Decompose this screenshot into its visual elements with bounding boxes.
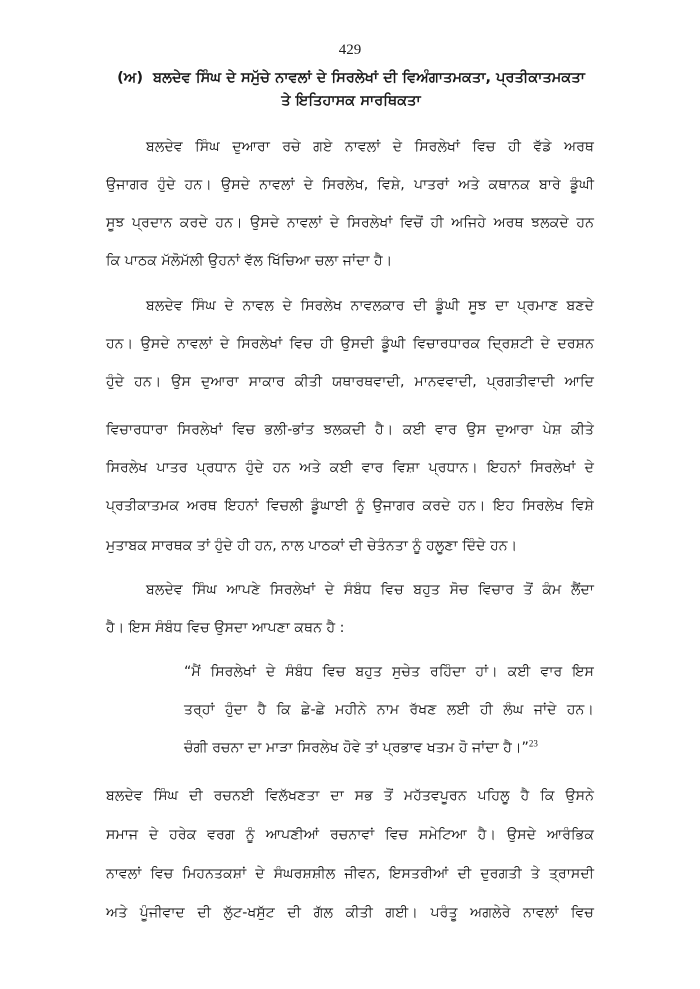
- paragraph-5-line-4: ਅਤੇ ਪੂੰਜੀਵਾਦ ਦੀ ਲੁੱਟ-ਖਸੁੱਟ ਦੀ ਗੱਲ ਕੀਤੀ ਗਈ। ਪਰੰਤੂ ਅਗਲੇਰੇ ਨਾਵਲਾਂ ਵਿਚ: [106, 905, 594, 921]
- quote-line-3-text: ਚੰਗੀ ਰਚਨਾ ਦਾ ਮਾੜਾ ਸਿਰਲੇਖ ਹੋਵੇ ਤਾਂ ਪ੍ਰਭਾਵ ਖਤਮ ਹੋ ਜਾਂਦਾ ਹੈ।”: [184, 740, 529, 756]
- paragraph-3-line-2: ਹੈ। ਇਸ ਸੰਬੰਧ ਵਿਚ ਉਸਦਾ ਆਪਣਾ ਕਥਨ ਹੈ :: [106, 620, 345, 636]
- paragraph-1-line-3: ਸੂਝ ਪ੍ਰਦਾਨ ਕਰਦੇ ਹਨ। ਉਸਦੇ ਨਾਵਲਾਂ ਦੇ ਸਿਰਲੇਖਾਂ ਵਿਚੋਂ ਹੀ ਅਜਿਹੇ ਅਰਥ ਝਲਕਦੇ ਹਨ: [106, 215, 594, 231]
- footnote-ref[interactable]: 23: [528, 738, 538, 749]
- paragraph-3-line-1: ਬਲਦੇਵ ਸਿੰਘ ਆਪਣੇ ਸਿਰਲੇਖਾਂ ਦੇ ਸੰਬੰਧ ਵਿਚ ਬਹੁਤ ਸੋਚ ਵਿਚਾਰ ਤੋਂ ਕੰਮ ਲੈਂਦਾ: [146, 582, 594, 598]
- paragraph-1-line-2: ਉਜਾਗਰ ਹੁੰਦੇ ਹਨ। ਉਸਦੇ ਨਾਵਲਾਂ ਦੇ ਸਿਰਲੇਖ, ਵਿਸ਼ੇ, ਪਾਤਰਾਂ ਅਤੇ ਕਥਾਨਕ ਬਾਰੇ ਡੂੰਘੀ: [106, 177, 594, 193]
- heading-text-1: ਬਲਦੇਵ ਸਿੰਘ ਦੇ ਸਮੁੱਚੇ ਨਾਵਲਾਂ ਦੇ ਸਿਰਲੇਖਾਂ ਦੀ ਵਿਅੰਗਾਤਮਕਤਾ, ਪ੍ਰਤੀਕਾਤਮਕਤਾ: [153, 69, 585, 86]
- paragraph-2-line-3: ਹੁੰਦੇ ਹਨ। ਉਸ ਦੁਆਰਾ ਸਾਕਾਰ ਕੀਤੀ ਯਥਾਰਥਵਾਦੀ, ਮਾਨਵਵਾਦੀ, ਪ੍ਰਗਤੀਵਾਦੀ ਆਦਿ: [106, 374, 594, 390]
- quote-line-3: [184, 738, 594, 758]
- paragraph-2-line-1: ਬਲਦੇਵ ਸਿੰਘ ਦੇ ਨਾਵਲ ਦੇ ਸਿਰਲੇਖ ਨਾਵਲਕਾਰ ਦੀ ਡੂੰਘੀ ਸੂਝ ਦਾ ਪ੍ਰਮਾਣ ਬਣਦੇ: [146, 298, 594, 314]
- paragraph-5-line-2: ਸਮਾਜ ਦੇ ਹਰੇਕ ਵਰਗ ਨੂੰ ਆਪਣੀਆਂ ਰਚਨਾਵਾਂ ਵਿਚ ਸਮੇਟਿਆ ਹੈ। ਉਸਦੇ ਆਰੰਭਿਕ: [106, 827, 594, 843]
- paragraph-2-line-2: ਹਨ। ਉਸਦੇ ਨਾਵਲਾਂ ਦੇ ਸਿਰਲੇਖਾਂ ਵਿਚ ਹੀ ਉਸਦੀ ਡੂੰਘੀ ਵਿਚਾਰਧਾਰਕ ਦ੍ਰਿਸ਼ਟੀ ਦੇ ਦਰਸ਼ਨ: [106, 336, 594, 352]
- quote-line-1: “ਮੈਂ ਸਿਰਲੇਖਾਂ ਦੇ ਸੰਬੰਧ ਵਿਚ ਬਹੁਤ ਸੁਚੇਤ ਰਹਿੰਦਾ ਹਾਂ। ਕਈ ਵਾਰ ਇਸ: [184, 664, 594, 680]
- page-number: 429: [338, 42, 362, 58]
- heading-marker: (ਅ): [117, 69, 144, 86]
- paragraph-2-line-4: ਵਿਚਾਰਧਾਰਾ ਸਿਰਲੇਖਾਂ ਵਿਚ ਭਲੀ-ਭਾਂਤ ਝਲਕਦੀ ਹੈ। ਕਈ ਵਾਰ ਉਸ ਦੁਆਰਾ ਪੇਸ਼ ਕੀਤੇ: [106, 422, 594, 438]
- paragraph-1-line-1: ਬਲਦੇਵ ਸਿੰਘ ਦੁਆਰਾ ਰਚੇ ਗਏ ਨਾਵਲਾਂ ਦੇ ਸਿਰਲੇਖਾਂ ਵਿਚ ਹੀ ਵੱਡੇ ਅਰਥ: [146, 139, 594, 155]
- paragraph-2-line-5: ਸਿਰਲੇਖ ਪਾਤਰ ਪ੍ਰਧਾਨ ਹੁੰਦੇ ਹਨ ਅਤੇ ਕਈ ਵਾਰ ਵਿਸ਼ਾ ਪ੍ਰਧਾਨ। ਇਹਨਾਂ ਸਿਰਲੇਖਾਂ ਦੇ: [106, 460, 594, 476]
- paragraph-1-line-4: ਕਿ ਪਾਠਕ ਮੱਲੋਮੱਲੀ ਉਹਨਾਂ ਵੱਲ ਖਿੱਚਿਆ ਚਲਾ ਜਾਂਦਾ ਹੈ।: [106, 253, 393, 269]
- paragraph-2-line-6: ਪ੍ਰਤੀਕਾਤਮਕ ਅਰਥ ਇਹਨਾਂ ਵਿਚਲੀ ਡੂੰਘਾਈ ਨੂੰ ਉਜਾਗਰ ਕਰਦੇ ਹਨ। ਇਹ ਸਿਰਲੇਖ ਵਿਸ਼ੇ: [106, 498, 594, 514]
- paragraph-5-line-3: ਨਾਵਲਾਂ ਵਿਚ ਮਿਹਨਤਕਸ਼ਾਂ ਦੇ ਸੰਘਰਸ਼ਸ਼ੀਲ ਜੀਵਨ, ਇਸਤਰੀਆਂ ਦੀ ਦੁਰਗਤੀ ਤੇ ਤ੍ਰਾਸਦੀ: [106, 866, 594, 882]
- paragraph-5-line-1: ਬਲਦੇਵ ਸਿੰਘ ਦੀ ਰਚਨਈ ਵਿਲੱਖਣਤਾ ਦਾ ਸਭ ਤੋਂ ਮਹੱਤਵਪੂਰਨ ਪਹਿਲੂ ਹੈ ਕਿ ਉਸਨੇ: [106, 788, 594, 804]
- quote-line-2: ਤਰ੍ਹਾਂ ਹੁੰਦਾ ਹੈ ਕਿ ਛੇ-ਛੇ ਮਹੀਨੇ ਨਾਮ ਰੱਖਣ ਲਈ ਹੀ ਲੰਘ ਜਾਂਦੇ ਹਨ।: [184, 702, 594, 718]
- heading-line-2: ਤੇ ਇਤਿਹਾਸਕ ਸਾਰਥਿਕਤਾ: [281, 92, 421, 109]
- heading-line-1: [106, 66, 596, 89]
- section-heading: [106, 66, 596, 112]
- paragraph-2-line-7: ਮੁਤਾਬਕ ਸਾਰਥਕ ਤਾਂ ਹੁੰਦੇ ਹੀ ਹਨ, ਨਾਲ ਪਾਠਕਾਂ ਦੀ ਚੇਤੰਨਤਾ ਨੂੰ ਹਲੂਣਾ ਦਿੰਦੇ ਹਨ।: [106, 538, 518, 554]
